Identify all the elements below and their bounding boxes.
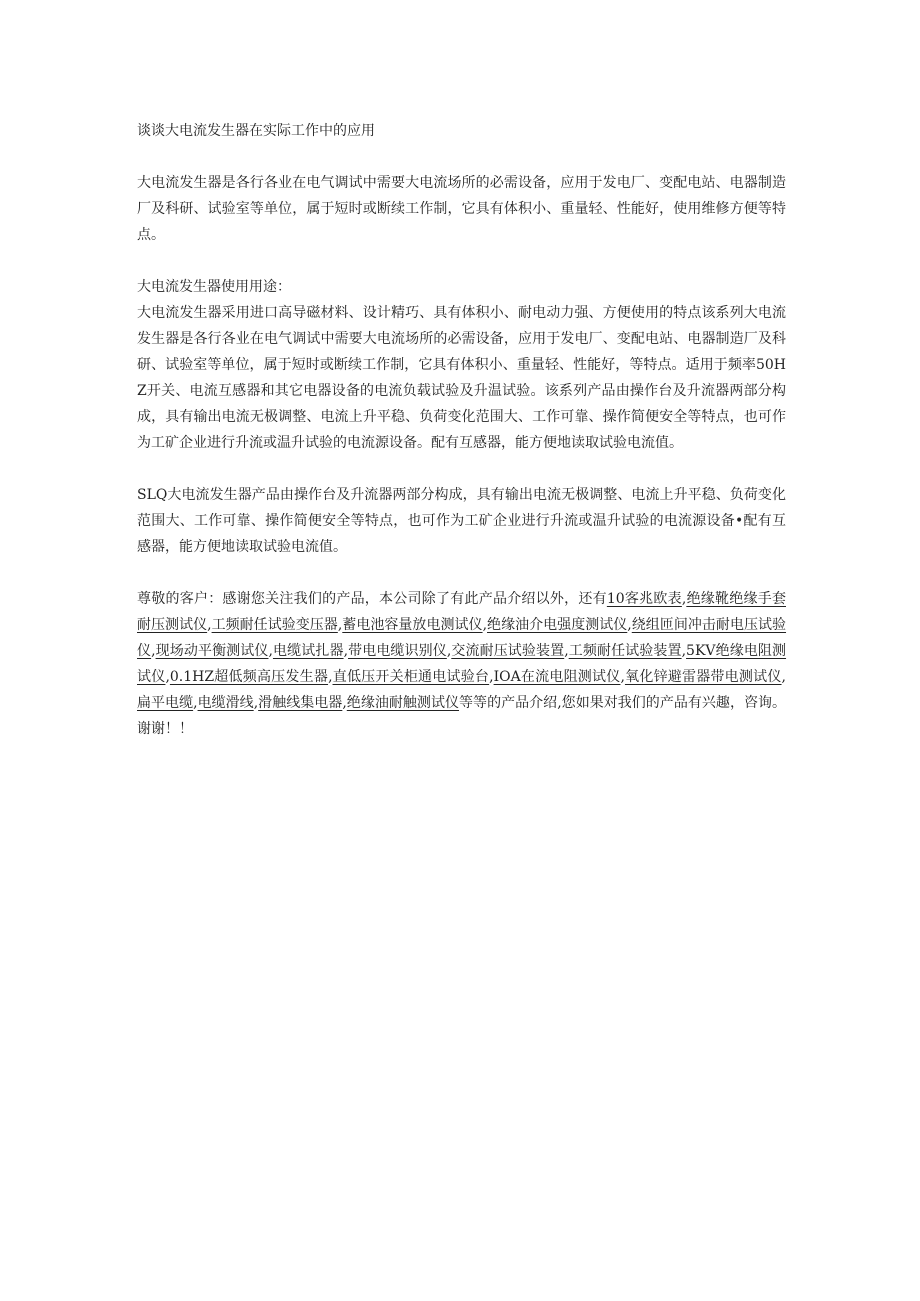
product-link[interactable]: IOA在流电阻测试仪 bbox=[493, 669, 621, 685]
link-separator: , bbox=[489, 669, 494, 685]
link-separator: , bbox=[781, 669, 786, 685]
product-link[interactable]: 现场动平衡测试仪 bbox=[155, 643, 269, 659]
product-link[interactable]: 电缆滑线 bbox=[197, 695, 254, 711]
product-link[interactable]: 电缆试扎器 bbox=[272, 643, 344, 659]
page-title: 谈谈大电流发生器在实际工作中的应用 bbox=[137, 123, 375, 139]
link-separator: , bbox=[165, 669, 170, 685]
link-separator: , bbox=[564, 643, 569, 659]
product-link[interactable]: 直低压开关柜通电试验台 bbox=[332, 669, 490, 685]
link-separator: , bbox=[681, 591, 687, 607]
product-link[interactable]: 扁平电缆 bbox=[137, 695, 194, 711]
usage-heading: 大电流发生器使用用途： bbox=[137, 279, 291, 295]
customer-suffix: 等等的产品介绍,您如果对我们的产品有兴趣，咨询。谢谢！！ bbox=[137, 695, 787, 737]
product-link[interactable]: 绝缘油介电强度测试仪 bbox=[487, 617, 628, 633]
link-separator: , bbox=[207, 617, 212, 633]
link-separator: , bbox=[268, 643, 273, 659]
usage-paragraph: 大电流发生器采用进口高导磁材料、设计精巧、具有体积小、耐电动力强、方便使用的特点该系列大电流发生器是各行各业在电气调试中需要大电流场所的必需设备，应用于发电厂、变配电站、电器制造厂及科研、试验室等单位，属于短时或断续工作制，它具有体积小、重量轻、性能好，等特点。适用于频率50HZ开关、电流互感器和其它电器设备的电流负载试验及升温试验。该系列产品由操作台及升流器两部分构成，具有输出电流无极调整、电流上升平稳、负荷变化范围大、工作可靠、操作简便安全等特点，也可作为工矿企业进行升流或温升试验的电流源设备。配有互感器，能方便地读取试验电流值。 bbox=[137, 305, 786, 451]
customer-paragraph bbox=[137, 586, 786, 742]
link-separator: , bbox=[193, 695, 198, 711]
product-link[interactable]: 10客兆欧表 bbox=[606, 591, 682, 607]
product-link[interactable]: 交流耐压试验装置 bbox=[451, 643, 565, 659]
link-separator: , bbox=[482, 617, 488, 633]
product-link-list bbox=[137, 591, 786, 711]
product-link[interactable]: 绝缘靴绝缘手套耐压测试仪 bbox=[137, 591, 786, 633]
intro-paragraph: 大电流发生器是各行各业在电气调试中需要大电流场所的必需设备，应用于发电厂、变配电站、电器制造厂及科研、试验室等单位，属于短时或断续工作制，它具有体积小、重量轻、性能好，使用维修方便等特点。 bbox=[137, 175, 786, 243]
product-link[interactable]: 绕组匝间冲击耐电压试验仪 bbox=[137, 617, 787, 659]
customer-prefix: 尊敬的客户：感谢您关注我们的产品，本公司除了有此产品介绍以外，还有 bbox=[137, 591, 607, 607]
link-separator: , bbox=[342, 695, 347, 711]
link-separator: , bbox=[151, 643, 156, 659]
link-separator: , bbox=[337, 617, 343, 633]
link-separator: , bbox=[446, 643, 452, 659]
product-link[interactable]: 工频耐任试验装置 bbox=[568, 643, 682, 659]
slq-paragraph: SLQ大电流发生器产品由操作台及升流器两部分构成，具有输出电流无极调整、电流上升平稳、负荷变化范围大、工作可靠、操作简便安全等特点，也可作为工矿企业进行升流或温升试验的电流源设备•配有互感器，能方便地读取试验电流值。 bbox=[137, 487, 786, 555]
link-separator: , bbox=[681, 643, 687, 659]
product-link[interactable]: 0.1HZ超低频高压发生器 bbox=[169, 669, 329, 685]
product-link[interactable]: 带电电缆识别仪 bbox=[348, 643, 447, 659]
link-separator: , bbox=[253, 695, 259, 711]
product-link[interactable]: 滑触线集电器 bbox=[258, 695, 343, 711]
product-link[interactable]: 工频耐任试验变压器 bbox=[211, 617, 338, 633]
product-link[interactable]: 绝缘油耐触测试仪 bbox=[346, 695, 460, 711]
link-separator: , bbox=[343, 643, 349, 659]
product-link[interactable]: 氧化锌避雷器带电测试仪 bbox=[624, 669, 782, 685]
product-link[interactable]: 蓄电池容量放电测试仪 bbox=[342, 617, 483, 633]
link-separator: , bbox=[627, 617, 632, 633]
link-separator: , bbox=[328, 669, 333, 685]
product-link[interactable]: 5KV绝缘电阻测试仪 bbox=[137, 643, 787, 685]
link-separator: , bbox=[620, 669, 625, 685]
